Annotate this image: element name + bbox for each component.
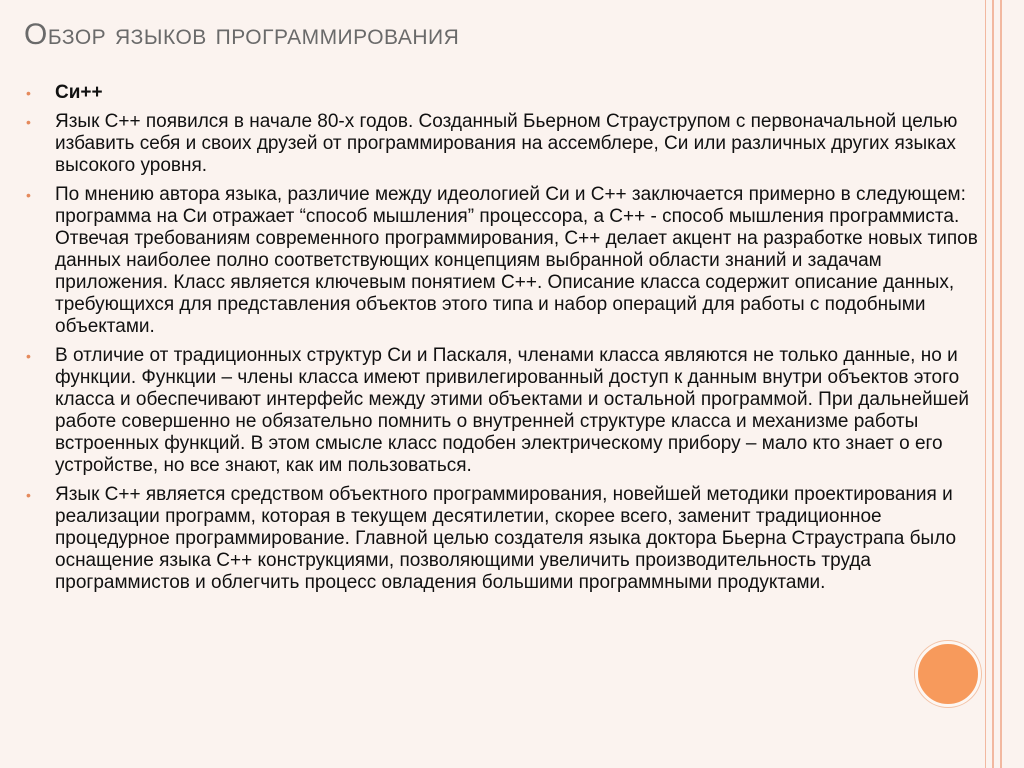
bullet-item (24, 184, 999, 338)
bullet-item-heading (24, 82, 999, 104)
bullet-icon: • (26, 187, 31, 203)
bullet-icon: • (26, 114, 31, 130)
bullet-text: Си++ (55, 82, 103, 103)
bullet-text: В отличие от традиционных структур Си и Паскаля, членами класса являются не только данные, но и функции. Функции – члены класса имеют привилегированный доступ к данным внутри объектов этого класса и обеспечивают интерфейс между этими объектами и остальной программой. При дальнейшей работе совершенно не обязательно помнить о внутренней структуре класса и механизме работы встроенных функций. В этом смысле класс подобен электрическому прибору – мало кто знает о его устройстве, но все знают, как им пользоваться. (55, 345, 970, 476)
decorative-frame-line (1000, 0, 1002, 768)
bullet-item (24, 484, 999, 594)
bullet-list (24, 82, 999, 594)
slide-title: Обзор языков программирования (24, 18, 460, 51)
bullet-icon: • (26, 85, 31, 101)
bullet-text: По мнению автора языка, различие между идеологией Си и С++ заключается примерно в следующем: программа на Си отражает “способ мышления” процессора, а С++ - способ мышления программиста. Отвечая требованиям современного программирования, С++ делает акцент на разработке новых типов данных наиболее полно соответствующих концепциям выбранной области знаний и задачам приложения. Класс является ключевым понятием С++. Описание класса содержит описание данных, требующихся для представления объектов этого типа и набор операций для работы с подобными объектами. (55, 184, 978, 337)
decorative-circle-icon (915, 641, 981, 707)
bullet-icon: • (26, 348, 31, 364)
bullet-item (24, 345, 999, 477)
bullet-text: Язык С++ появился в начале 80-х годов. Созданный Бьерном Страуструпом с первоначальной целью избавить себя и своих друзей от программирования на ассемблере, Си или различных других языках высокого уровня. (55, 111, 958, 176)
bullet-item (24, 111, 999, 177)
bullet-icon: • (26, 487, 31, 503)
bullet-text: Язык С++ является средством объектного программирования, новейшей методики проектирования и реализации программ, которая в текущем десятилетии, скорее всего, заменит традиционное процедурное программирование. Главной целью создателя языка доктора Бьерна Страустрапа было оснащение языка С++ конструкциями, позволяющими увеличить производительность труда программистов и облегчить процесс овладения большими программными продуктами. (55, 484, 957, 593)
slide-content (24, 82, 999, 601)
